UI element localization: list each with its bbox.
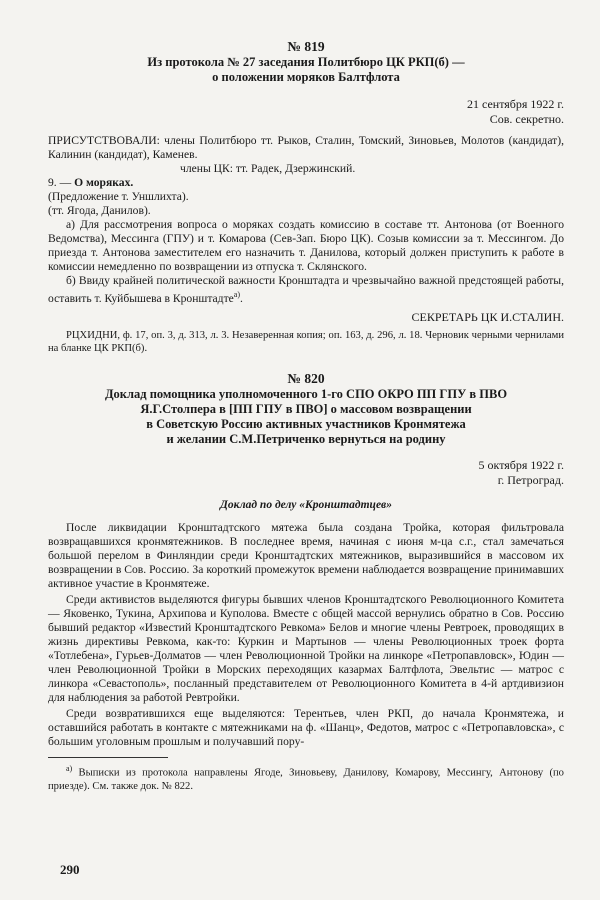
doc-819-date: 21 сентября 1922 г. bbox=[466, 97, 564, 111]
doc-820-title-line-4: и желании С.М.Петриченко вернуться на родину bbox=[166, 432, 446, 447]
doc-819-secrecy: Сов. секретно. bbox=[489, 111, 564, 126]
footnote-marker: а) bbox=[233, 290, 241, 299]
doc-819-proposal: (Предложение т. Уншлихта). bbox=[48, 190, 189, 203]
doc-820-title-line-2: Я.Г.Столпера в [ПП ГПУ в ПВО] о массовом возвращении bbox=[140, 402, 472, 417]
doc-819-speakers: (тт. Ягода, Данилов). bbox=[48, 204, 151, 217]
document-page bbox=[48, 38, 564, 793]
doc-819-number: № 819 bbox=[287, 39, 325, 54]
doc-820-paragraph-2: Среди активистов выделяются фигуры бывших членов Кронштадтского Революционного Комитета — Яковенко, Тукина, Архипова и Куполова. Вместе с общей массой вернулись обратно в Сов. Россию бывший редактор «Известий Кронштадтского Ревкома» Белов и многие члены Ревтроек, проводящих в жизнь директивы Ревкома, как-то: Куркин и Мартынов — члены Революционных троек форта «Тотлебена», Гурьев-Долматов — член Революционной Тройки на линкоре «Петропавловск», Юдин — член Революционной Тройки в Морских переходящих казармах Балтфлота, Эвельтис — матрос с линкора «Севастополь», посланный представителем от Революционного Комитета в 4-й артдивизион для наблюдения за работой Ревтройки. bbox=[48, 593, 564, 705]
doc-819-present-cc: члены ЦК: тт. Радек, Дзержинский. bbox=[180, 162, 356, 175]
doc-820-title-line-1: Доклад помощника уполномоченного 1-го СПО ОКРО ПП ГПУ в ПВО bbox=[104, 387, 508, 402]
footnote bbox=[48, 762, 564, 793]
doc-819-title-line-1: Из протокола № 27 заседания Политбюро ЦК РКП(б) — bbox=[147, 55, 465, 69]
doc-819-title-line-2: о положении моряков Балтфлота bbox=[212, 70, 400, 84]
doc-819-resolution-a: а) Для рассмотрения вопроса о моряках создать комиссию в составе тт. Антонова (от Военного Ведомства), Мессинга (ГПУ) и т. Комарова (Сев-Зап. Бюро ЦК). Созыв комиссии за т. Мессингом. До приезда т. Антонова заместителем его назначить т. Данилова, который должен приступить к работе в комиссии немедленно по возвращении из отпуска т. Склянского. bbox=[48, 218, 564, 273]
doc-819-signature: СЕКРЕТАРЬ ЦК И.СТАЛИН. bbox=[411, 309, 564, 324]
footnote-mark: а) bbox=[66, 764, 73, 774]
doc-820-subtitle: Доклад по делу «Кронштадтцев» bbox=[220, 499, 392, 512]
doc-820-paragraph-3: Среди возвратившихся еще выделяются: Терентьев, член РКП, до начала Кронмятежа, и оставшийся работать в контакте с мятежниками на ф. «Шанц», Федотов, матрос с «Петропавловска», с большим уголовным прошлым и получавший пору- bbox=[48, 707, 564, 749]
doc-819-present: ПРИСУТСТВОВАЛИ: члены Политбюро тт. Рыков, Сталин, Томский, Зиновьев, Молотов (кандидат), Калинин (кандидат), Каменев. bbox=[48, 134, 564, 161]
doc-820-place: г. Петроград. bbox=[497, 472, 564, 487]
doc-819-resolution-b-text: б) Ввиду крайней политической важности Кронштадта и чрезвычайно важной предстоящей работы, оставить т. Куйбышева в Кронштадте bbox=[48, 274, 564, 305]
doc-820-title-line-3: в Советскую Россию активных участников Кронмятежа bbox=[146, 417, 466, 432]
doc-819-resolution-b: б) Ввиду крайней политической важности Кронштадта и чрезвычайно важной предстоящей работы, оставить т. Куйбышева в Кронштадте$^{а)}$. bbox=[48, 274, 564, 305]
doc-819-item bbox=[48, 176, 564, 190]
footnote-text: Выписки из протокола направлены Ягоде, Зиновьеву, Данилову, Комарову, Мессингу, Антонову (по приезде). См. также док. № 822. bbox=[48, 767, 564, 792]
doc-819-item-number: 9. — bbox=[48, 176, 72, 189]
doc-819-item-title: О моряках. bbox=[74, 176, 134, 189]
doc-820-number: № 820 bbox=[287, 371, 325, 387]
doc-820-paragraph-1: После ликвидации Кронштадтского мятежа была создана Тройка, которая фильтровала возвращавшихся кронмятежников. В последнее время, начиная с июня м-ца с.г., стал замечаться большой перелом в Финляндии среди Кронштадтских мятежников, выразившийся в массовом их возвращении в Сов. Россию. За короткий промежуток времени наблюдается возвращение принимавших активное участие в Кронмятеже. bbox=[48, 521, 564, 591]
doc-819-archive-reference: РЦХИДНИ, ф. 17, оп. 3, д. 313, л. 3. Незаверенная копия; оп. 163, д. 296, л. 18. Черновик черными чернилами на бланке ЦК РКП(б). bbox=[48, 330, 564, 355]
footnote-divider bbox=[48, 757, 168, 758]
doc-820-date: 5 октября 1922 г. bbox=[478, 458, 564, 473]
page-number: 290 bbox=[60, 862, 80, 877]
